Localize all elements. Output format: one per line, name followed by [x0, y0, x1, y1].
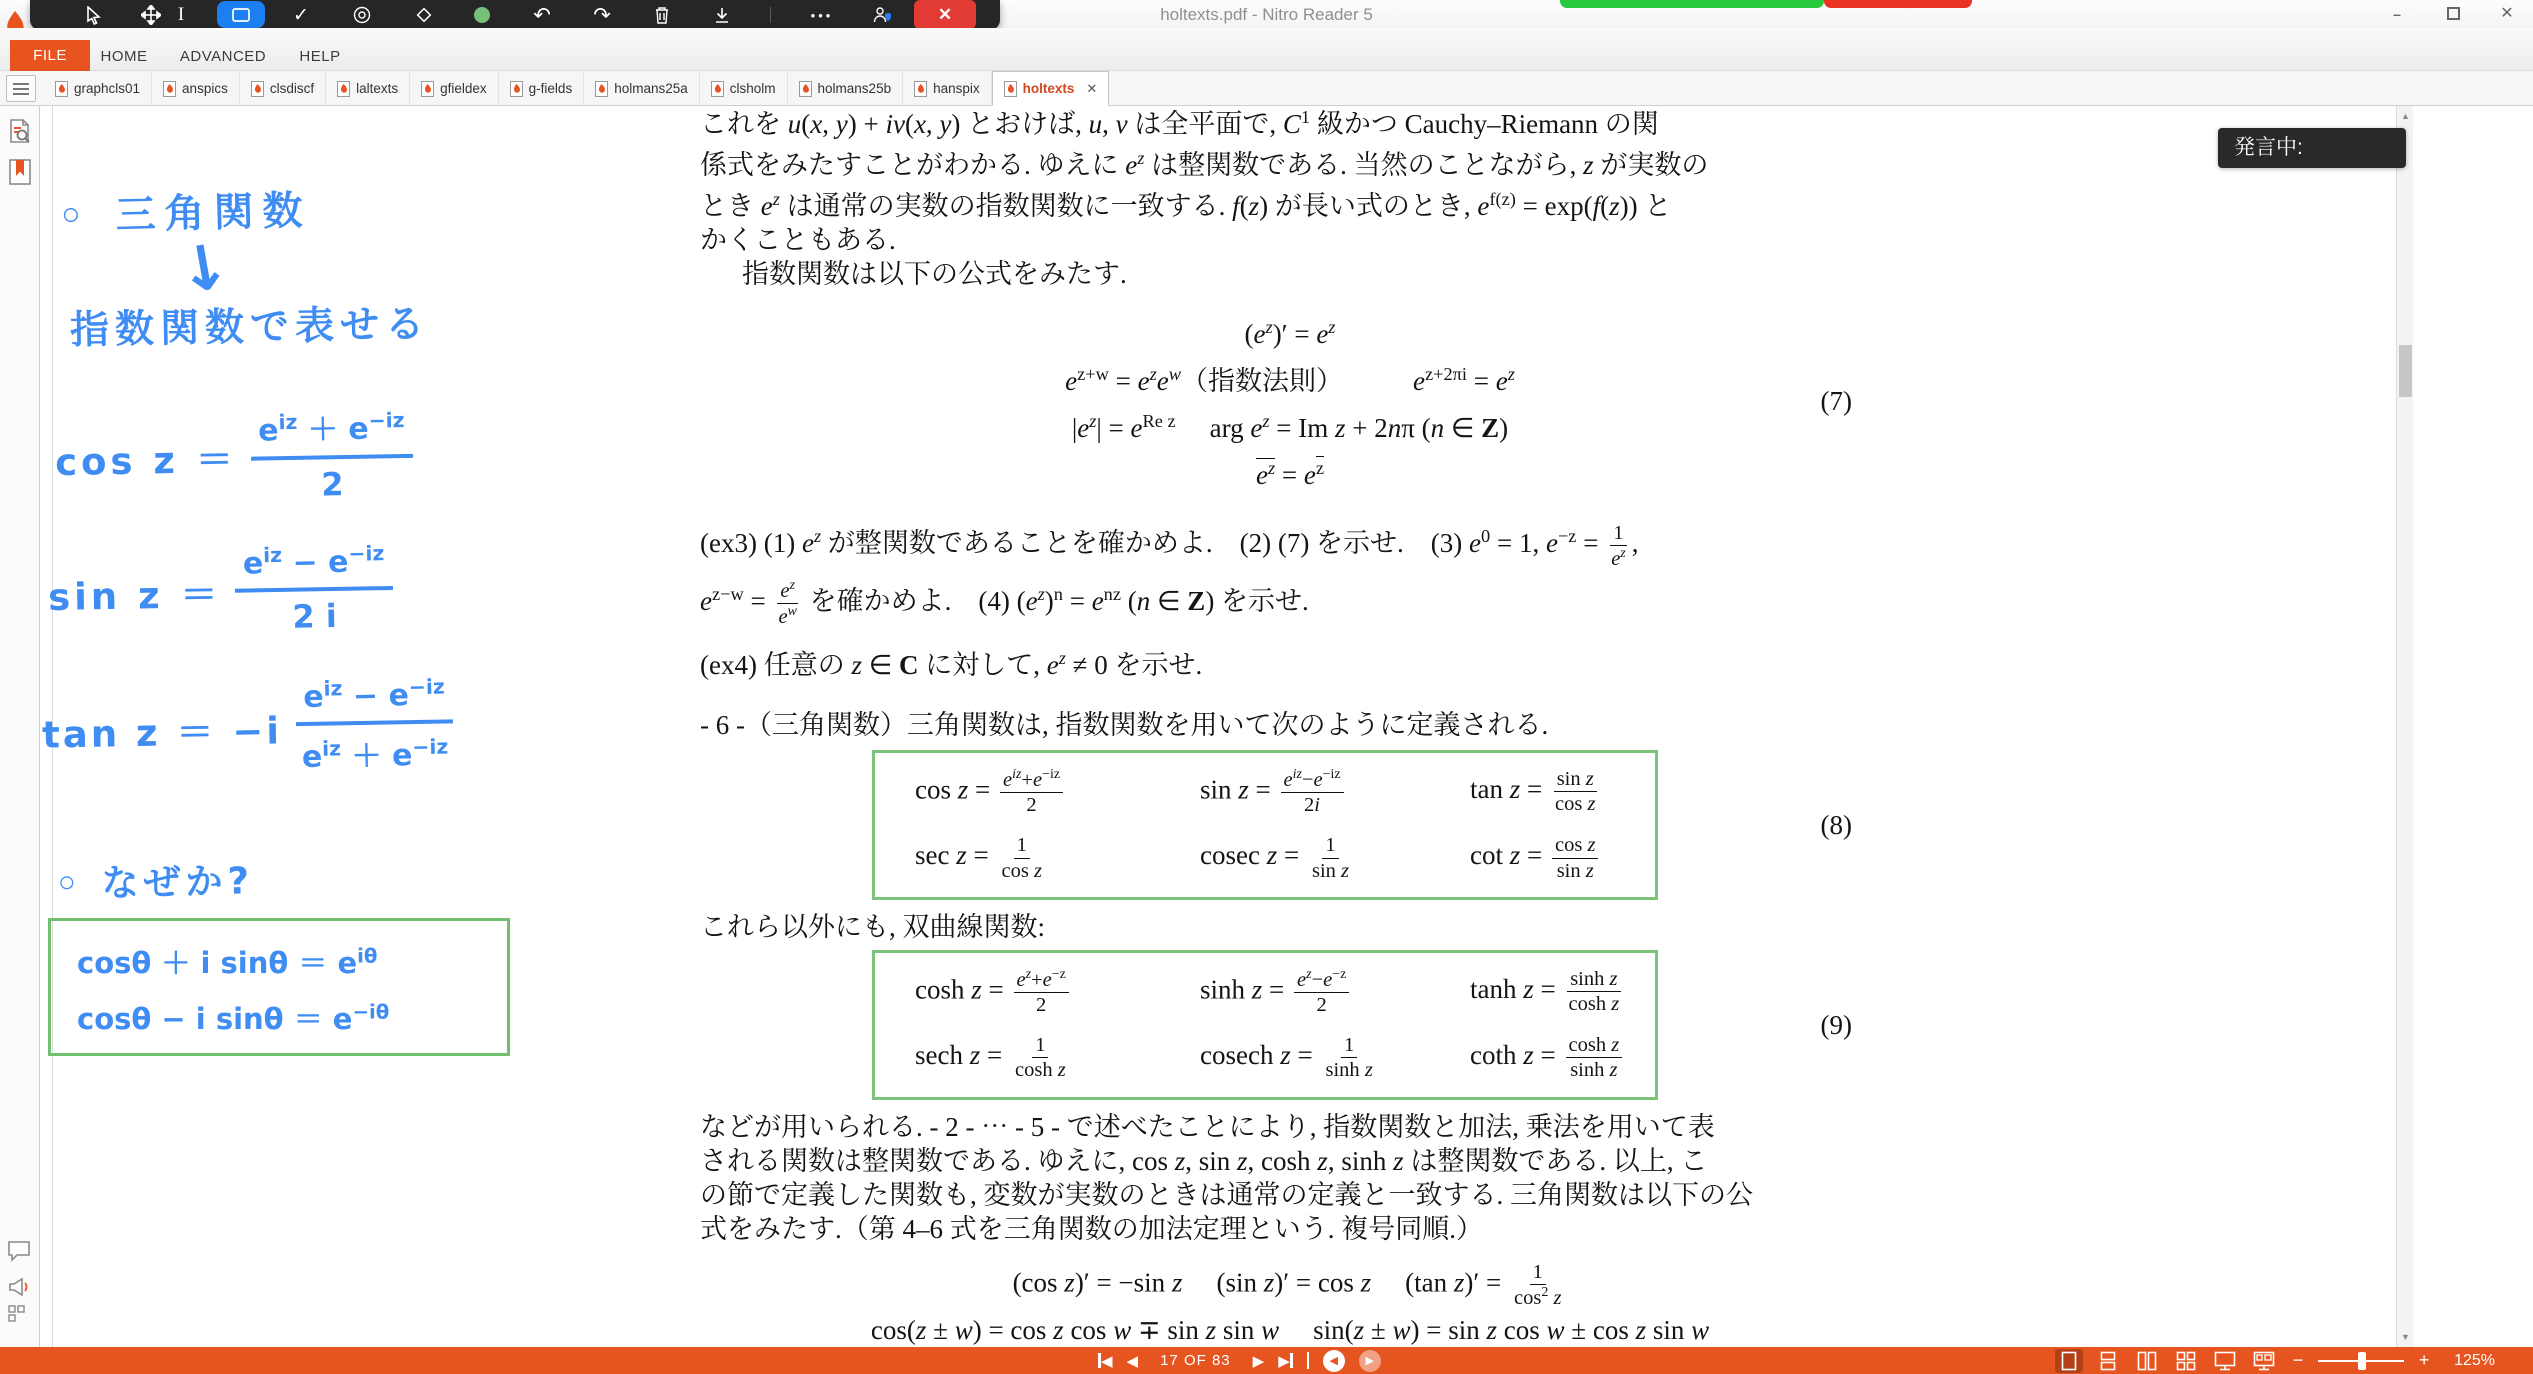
menu-file[interactable]: FILE — [10, 40, 90, 71]
announce-icon[interactable] — [7, 1276, 33, 1304]
page-navigation — [1098, 1347, 1381, 1374]
color-swatch-green-icon[interactable] — [462, 0, 502, 30]
nav-separator — [1307, 1352, 1309, 1369]
ink-heading: ◦ 三角関数 — [57, 187, 313, 241]
eq9-number: (9) — [1820, 1009, 1852, 1040]
view-tools — [2055, 1347, 2495, 1374]
tab-clsholm[interactable] — [700, 71, 788, 106]
tab-holmans25a[interactable] — [584, 71, 700, 106]
pdf-file-icon — [711, 81, 724, 97]
pdf-file-icon — [1004, 81, 1017, 97]
eq7-number: (7) — [1820, 386, 1852, 416]
pdf-file-icon — [914, 81, 927, 97]
eq9-sinh: sinh z = $\frac{e^z-e^{-z}}{2}$ — [1200, 967, 1470, 1017]
eq7-row4: $e^z = e^z$ — [1255, 458, 1324, 490]
ink-sin-formula: sin z ＝ $e^{iz} - e^{-iz}$ 2 i — [47, 541, 393, 640]
comment-bubble-icon[interactable] — [7, 1240, 33, 1268]
download-icon[interactable] — [702, 0, 742, 30]
tab-label: holtexts — [1022, 81, 1075, 96]
eq8-cos: cos z = $e^{iz}+e^{-iz}$ 2 — [915, 767, 1200, 817]
share-bar-red-fragment[interactable] — [1824, 0, 1972, 8]
first-page-button[interactable]: ◀ — [1098, 1352, 1113, 1370]
text-tool-icon[interactable]: I — [177, 4, 185, 25]
page-indicator[interactable]: 17 OF 83 — [1160, 1352, 1231, 1369]
view-grid-icon[interactable] — [2172, 1349, 2200, 1373]
para1-line5: 指数関数は以下の公式をみたす. — [742, 259, 1127, 289]
ribbon-menu — [0, 28, 2533, 71]
tab-label: holmans25a — [614, 81, 688, 96]
eq7-row2: $e^{z+w} = e^ze^w$（指数法則） $e^{z+2\pi i} = e^z$ — [1065, 364, 1515, 396]
tab-label: holmans25b — [817, 81, 892, 96]
zoom-slider-handle[interactable] — [2358, 1352, 2366, 1370]
last-page-button[interactable]: ▶ — [1278, 1352, 1293, 1370]
close-toolbar-icon[interactable]: ✕ — [937, 5, 953, 24]
para1-line4: かくこともある. — [700, 225, 896, 255]
tab-anspics[interactable] — [152, 71, 240, 106]
menu-home[interactable]: HOME — [100, 48, 148, 65]
tab-gfieldex[interactable] — [410, 71, 499, 106]
equation-7 — [700, 307, 1880, 495]
eq10-row1: (cos z)′ = −sin z (sin z)′ = cos z (tan z)′ = $\frac{1}{\cos^2 z}$ — [1012, 1260, 1562, 1309]
view-fullscreen-icon[interactable] — [2211, 1349, 2239, 1373]
ink-green-box — [48, 918, 510, 1056]
status-bar — [0, 1347, 2533, 1374]
share-bar-green-fragment[interactable] — [1560, 0, 1824, 8]
laser-pointer-icon[interactable] — [342, 0, 382, 30]
check-tool-icon[interactable]: ✓ — [293, 4, 309, 26]
tab-label: g-fields — [528, 81, 573, 96]
pdf-file-icon — [510, 81, 523, 97]
eq7-row3: $|e^z| = e^{Re z}$ arg $e^z = Im$ z + 2nπ (n ∈ Z) — [1071, 411, 1509, 443]
ink-tan-formula: tan z ＝ −i $e^{iz} - e^{-iz}$ $e^{iz} + e^{-iz}$ — [41, 674, 454, 780]
bookmarks-icon[interactable] — [7, 158, 33, 186]
eq8-cosec: cosec z = $\frac{1}{\text{sin z}}$ — [1200, 834, 1350, 882]
document-tab-strip — [0, 71, 2533, 106]
tab-holmans25b[interactable] — [788, 71, 904, 106]
vertical-scrollbar[interactable] — [2396, 106, 2413, 1347]
maximize-icon — [2447, 7, 2460, 20]
eq9-cosech: cosech z = $\frac{1}{\text{sinh z}}$ — [1200, 1034, 1373, 1082]
para1-line3: とき $e^z$ は通常の実数の指数関数に一致する. f(z) が長い式のとき, $e^{f(z)} = \exp(f(z))$ と — [700, 189, 1672, 221]
view-fullwidth-icon[interactable] — [2250, 1349, 2278, 1373]
hyperbolic-intro: これら以外にも, 双曲線関数: — [700, 911, 1046, 942]
maximize-button[interactable] — [2436, 4, 2470, 24]
ink-arrow-down: ↓ — [172, 228, 236, 309]
pdf-file-icon — [55, 81, 68, 97]
menu-advanced[interactable]: ADVANCED — [179, 48, 267, 65]
eq9-coth: coth z = $\frac{\text{cosh z}}{\text{sinh z}}$ — [1470, 1033, 1645, 1082]
pdf-file-icon — [163, 81, 176, 97]
zoom-slider[interactable] — [2318, 1349, 2404, 1373]
annotation-toolbar — [30, 0, 1000, 30]
tabs-container — [44, 71, 1109, 106]
more-options-icon[interactable]: ••• — [810, 7, 834, 23]
rectangle-tool-icon[interactable] — [221, 0, 261, 30]
zoom-level-label[interactable]: 125% — [2454, 1351, 2495, 1369]
section6-heading: - 6 -（三角関数）三角関数は, 指数関数を用いて次のように定義される. — [700, 710, 1549, 741]
tab-label: graphcls01 — [74, 81, 141, 96]
para2-line4: 式をみたす.（第 4–6 式を三角関数の加法定理という. 複号同順.） — [700, 1213, 1483, 1244]
trash-icon[interactable] — [642, 0, 682, 30]
para2-line3: の節で定義した関数も, 変数が実数のときは通常の定義と一致する. 三角関数は以下の公 — [700, 1179, 1753, 1210]
tab-g-fields[interactable] — [499, 71, 585, 106]
ink-subheading: 指数関数で表せる — [69, 301, 431, 354]
view-single-page-icon[interactable] — [2055, 1349, 2083, 1373]
para2-line1: などが用いられる. - 2 - ⋯ - 5 - で述べたことにより, 指数関数と加法, 乗法を用いて表 — [700, 1111, 1715, 1142]
search-document-icon[interactable] — [7, 118, 33, 146]
undo-icon[interactable]: ↶ — [533, 3, 551, 27]
equation-10 — [700, 1260, 1880, 1347]
privacy-share-icon[interactable] — [862, 0, 902, 30]
minimize-button[interactable]: – — [2393, 6, 2401, 22]
attachments-icon[interactable] — [7, 1304, 33, 1332]
hyperbolic-definition-box — [872, 950, 1658, 1100]
ex3-line1: (ex3) (1) $e^z$ が整関数であることを確かめよ. (2) (7) を示せ. (3) $e^0 = 1$, $e^{-z}$ = $\frac{1}{e^z}$ , — [700, 521, 1639, 570]
tab-clsdiscf[interactable] — [240, 71, 326, 106]
trig-definition-box — [872, 750, 1658, 900]
tab-hanspix[interactable] — [903, 71, 992, 106]
eq8-sin: sin z = $e^{iz}-e^{-iz}$ 2i — [1200, 767, 1470, 817]
toolbar-separator — [770, 7, 771, 23]
next-page-button[interactable]: ▶ — [1252, 1352, 1265, 1370]
tab-label: clsholm — [729, 81, 776, 96]
tab-list-button[interactable] — [6, 75, 36, 102]
previous-page-button[interactable]: ◀ — [1126, 1352, 1139, 1370]
redo-icon[interactable]: ↷ — [593, 3, 611, 27]
eq10-row2: cos(z ± w) = cos z cos w ∓ sin z sin w sin(z ± w) = sin z cos w ± cos z sin w — [870, 1314, 1710, 1345]
tab-graphcls01[interactable] — [44, 71, 152, 106]
zoom-in-button[interactable]: + — [2418, 1350, 2430, 1370]
scroll-up-arrow[interactable]: ▲ — [2401, 111, 2410, 121]
scrollbar-thumb[interactable] — [2399, 345, 2412, 397]
eq8-cot: cot z = $\frac{\text{cos z}}{\text{sin z}}$ — [1470, 833, 1645, 882]
tab-laltexts[interactable] — [326, 71, 410, 106]
view-side-by-side-icon[interactable] — [2133, 1349, 2161, 1373]
ex4-line: (ex4) 任意の z ∈ C に対して, $e^z \ne 0$ を示せ. — [700, 648, 1203, 681]
pdf-file-icon — [337, 81, 350, 97]
pdf-file-icon — [799, 81, 812, 97]
left-panel-strip — [0, 106, 40, 1347]
select-pointer-icon[interactable] — [73, 0, 113, 30]
history-back-button[interactable]: ◀ — [1323, 1350, 1345, 1372]
eq8-tan: tan z = $\frac{\text{sin z}}{\text{cos z}}$ — [1470, 768, 1596, 816]
window-title: holtexts.pdf - Nitro Reader 5 — [1160, 5, 1373, 24]
view-continuous-icon[interactable] — [2094, 1349, 2122, 1373]
tab-label: hanspix — [933, 81, 980, 96]
equation-9 — [700, 950, 1880, 1100]
history-forward-button[interactable]: ▶ — [1359, 1350, 1381, 1372]
ink-cos-formula: cos z ＝ $e^{iz} + e^{-iz}$ 2 — [54, 403, 414, 508]
ink-question: ◦ なぜか? — [54, 859, 255, 906]
eq8-sec: sec z = $\frac{1}{\text{cos z}}$ — [915, 834, 1042, 882]
tab-label: anspics — [182, 81, 228, 96]
para1-line2: 係式をみたすことがわかる. ゆえに $e^z$ は整関数である. 当然のことながら, z が実数の — [700, 148, 1709, 180]
eq9-cosh: cosh z = $\frac{e^z+e^{-z}}{2}$ — [915, 967, 1200, 1017]
zoom-out-button[interactable]: − — [2292, 1350, 2304, 1370]
eq9-tanh: tanh z = $\frac{\text{sinh z}}{\text{cosh z}}$ — [1470, 967, 1620, 1016]
tab-close-icon[interactable]: ✕ — [1086, 80, 1098, 96]
ink-euler-line1: cosθ ＋ i $\sin\theta = e^{i\theta}$ — [77, 944, 378, 980]
pdf-file-icon — [595, 81, 608, 97]
ex3-line2: $e^{z-w}$ = $\frac{e^z}{e^w}$ を確かめよ. (4) $(e^z)^n = e^{nz}$ (n ∈ Z) を示せ. — [700, 578, 1309, 629]
eq8-number: (8) — [1820, 810, 1852, 841]
menu-help[interactable]: HELP — [299, 48, 341, 65]
eq9-sech: sech z = $\frac{1}{\text{cosh z}}$ — [915, 1034, 1066, 1082]
scroll-down-arrow[interactable]: ▼ — [2401, 1332, 2410, 1342]
pdf-page-content — [700, 106, 1880, 1347]
ink-euler-line2: cosθ − i $\sin\theta = e^{-i\theta}$ — [77, 1000, 390, 1036]
tab-holtexts-active[interactable] — [992, 71, 1110, 106]
tab-label: clsdiscf — [269, 81, 315, 96]
tab-label: laltexts — [356, 81, 399, 96]
para1-line1: これを u(x, y) + iv(x, y) とおけば, u, v は全平面で, $C^1$ 級かつ Cauchy–Riemann の関 — [700, 107, 1659, 139]
pdf-file-icon — [251, 81, 264, 97]
close-window-button[interactable]: ✕ — [2500, 5, 2514, 22]
pdf-viewport — [0, 106, 2533, 1347]
tab-label: gfieldex — [440, 81, 487, 96]
speaking-indicator: 発言中: — [2218, 128, 2406, 168]
eq7-row1: $(e^z)' = e^z$ — [1244, 317, 1336, 349]
eraser-tool-icon[interactable] — [404, 0, 444, 30]
pdf-file-icon — [421, 81, 434, 97]
para2-line2: される関数は整関数である. ゆえに, cos z, sin z, cosh z, sinh z は整関数である. 以上, こ — [700, 1145, 1708, 1176]
equation-8 — [700, 750, 1880, 900]
